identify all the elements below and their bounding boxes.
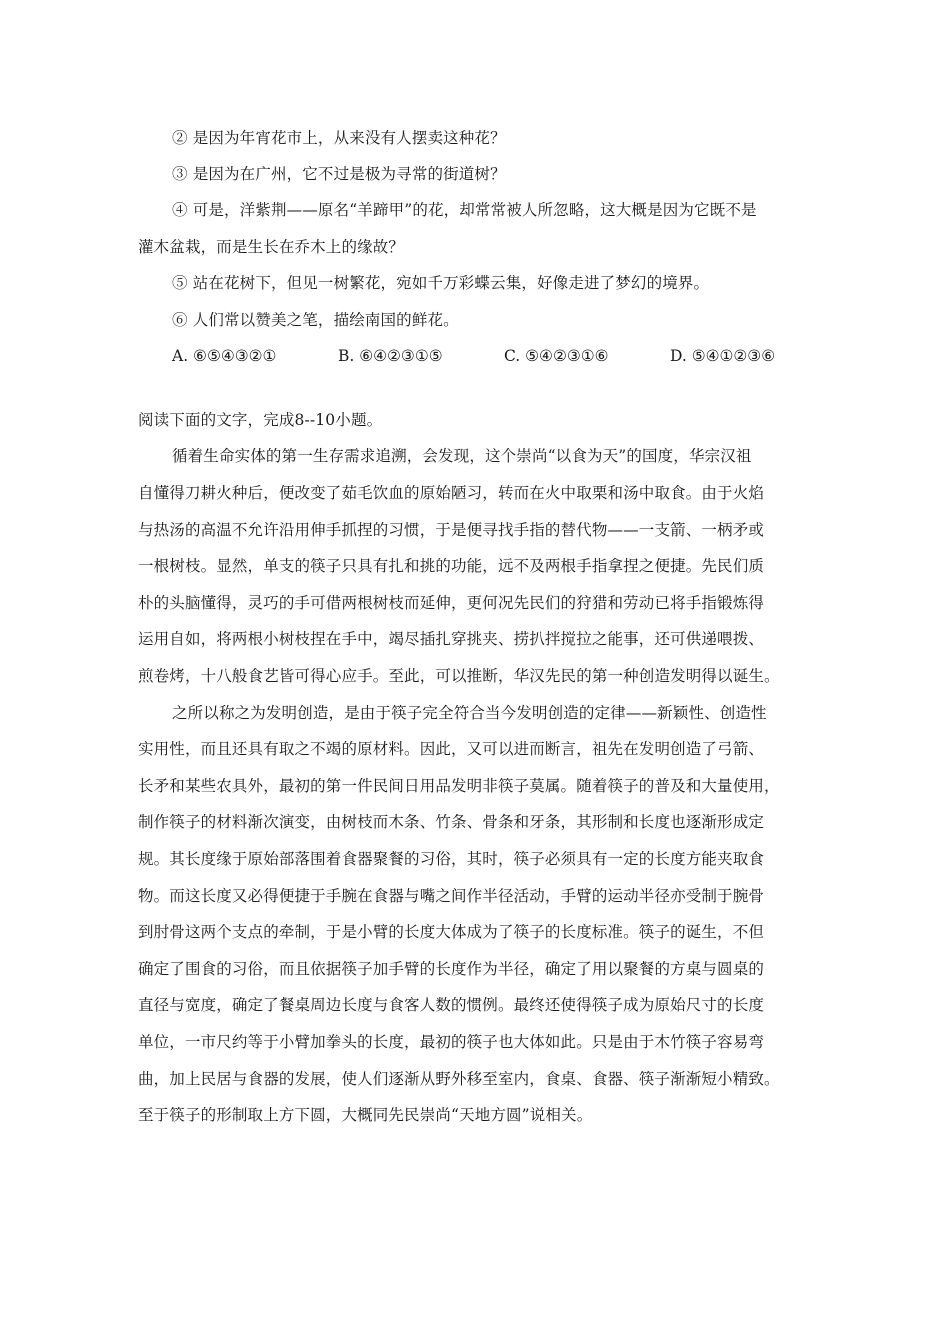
reading-instruction: 阅读下面的文字，完成8--10小题。 (138, 411, 383, 429)
passage-line: 规。其长度缘于原始部落围着食器聚餐的习俗，其时，筷子必须具有一定的长度方能夹取食 (138, 850, 765, 868)
passage-line: 到肘骨这两个支点的牵制，于是小臂的长度大体成为了筷子的长度标准。筷子的诞生，不但 (138, 923, 765, 941)
passage-line: 确定了围食的习俗，而且依据筷子加手臂的长度作为半径，确定了用以聚餐的方桌与圆桌的 (138, 960, 765, 978)
passage-line: 制作筷子的材料渐次演变，由树枝而木条、竹条、骨条和牙条，其形制和长度也逐渐形成定 (138, 813, 765, 831)
sentence-3: ③ 是因为在广州，它不过是极为寻常的街道树？ (172, 165, 506, 183)
option-a: A. ⑥⑤④③②① (172, 347, 277, 365)
passage-line: 单位，一市尺约等于小臂加拳头的长度，最初的筷子也大体如此。只是由于木竹筷子容易弯 (138, 1033, 765, 1051)
sentence-4-line-2: 灌木盆栽，而是生长在乔木上的缘故？ (138, 238, 405, 256)
sentence-2: ② 是因为年宵花市上，从来没有人摆卖这种花？ (172, 129, 506, 147)
passage-line: 至于筷子的形制取上方下圆，大概同先民崇尚“天地方圆”说相关。 (138, 1106, 593, 1124)
passage-line: 一根树枝。显然，单支的筷子只具有扎和挑的功能，远不及两根手指拿捏之便捷。先民们质 (138, 557, 765, 575)
passage-line: 煎卷烤，十八般食艺皆可得心应手。至此，可以推断，华汉先民的第一种创造发明得以诞生。 (138, 667, 780, 685)
sentence-5: ⑤ 站在花树下，但见一树繁花，宛如千万彩蝶云集，好像走进了梦幻的境界。 (172, 274, 710, 292)
passage-line: 物。而这长度又必得便捷于手腕在食器与嘴之间作半径活动，手臂的运动半径亦受制于腕骨 (138, 887, 765, 905)
passage-line: 之所以称之为发明创造，是由于筷子完全符合当今发明创造的定律——新颖性、创造性 (172, 704, 767, 722)
passage-line: 自懂得刀耕火种后，便改变了茹毛饮血的原始陋习，转而在火中取栗和汤中取食。由于火焰 (138, 484, 765, 502)
passage-line: 循着生命实体的第一生存需求追溯，会发现，这个崇尚“以食为天”的国度，华宗汉祖 (172, 447, 752, 465)
passage-line: 运用自如，将两根小树枝捏在手中，竭尽插扎穿挑夹、捞扒拌搅拉之能事，还可供递喂拨、 (138, 630, 765, 648)
passage-line: 直径与宽度，确定了餐桌周边长度与食客人数的惯例。最终还使得筷子成为原始尺寸的长度 (138, 996, 765, 1014)
sentence-4-line-1: ④ 可是，洋紫荆——原名“羊蹄甲”的花，却常常被人所忽略，这大概是因为它既不是 (172, 201, 757, 219)
option-c: C. ⑤④②③①⑥ (504, 347, 609, 365)
passage-line: 长矛和某些农具外，最初的第一件民间日用品发明非筷子莫属。随着筷子的普及和大量使用， (138, 777, 780, 795)
option-b: B. ⑥④②③①⑤ (338, 347, 443, 365)
passage-line: 朴的头脑懂得，灵巧的手可借两根树枝而延伸，更何况先民们的狩猎和劳动已将手指锻炼得 (138, 594, 765, 612)
passage-line: 实用性，而且还具有取之不竭的原材料。因此，又可以进而断言，祖先在发明创造了弓箭、 (138, 740, 765, 758)
passage-line: 曲，加上民居与食器的发展，使人们逐渐从野外移至室内，食桌、食器、筷子渐渐短小精致。 (138, 1070, 780, 1088)
sentence-6: ⑥ 人们常以赞美之笔，描绘南国的鲜花。 (172, 311, 459, 329)
answer-options (172, 346, 832, 368)
option-d: D. ⑤④①②③⑥ (670, 347, 776, 365)
passage-line: 与热汤的高温不允许沿用伸手抓捏的习惯，于是便寻找手指的替代物——一支箭、一柄矛或 (138, 521, 765, 539)
